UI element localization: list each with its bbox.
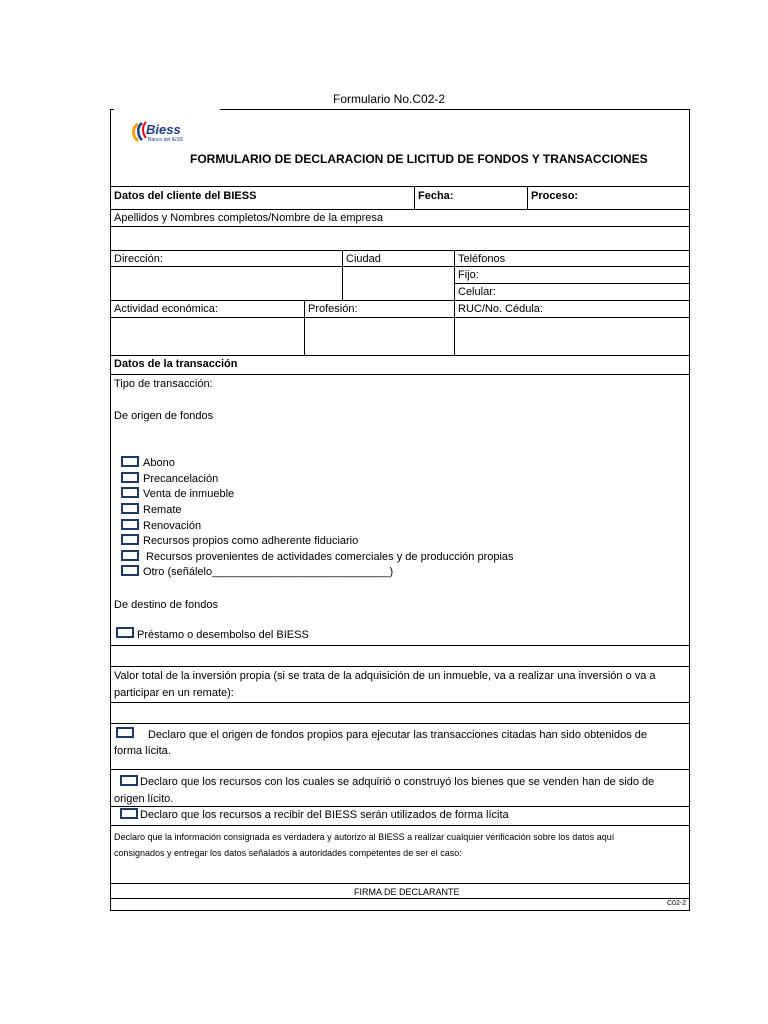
checkbox-renovacion[interactable] [121, 519, 139, 530]
fecha-label: Fecha: [418, 190, 454, 202]
logo-subtext: Banco del IESS [148, 137, 184, 143]
investment-line1: Valor total de la inversión propia (si se trata de la adquisición de un inmueble, va a realizar una inversión o va a [114, 670, 656, 682]
client-section-label: Datos del cliente del BIESS [114, 190, 257, 202]
option-otro: Otro (señálelo_____________________________) [143, 566, 394, 578]
destino-label: De destino de fondos [114, 599, 218, 611]
investment-field[interactable] [111, 703, 688, 723]
checkbox-declaracion-1[interactable] [116, 727, 134, 738]
logo-text: Biess [146, 122, 181, 137]
checkbox-otro[interactable] [121, 565, 139, 576]
ruc-field[interactable] [455, 318, 688, 354]
proceso-label: Proceso: [531, 190, 579, 202]
option-abono: Abono [143, 457, 175, 469]
checkbox-abono[interactable] [121, 456, 139, 467]
origen-label: De origen de fondos [114, 410, 214, 422]
option-remate: Remate [143, 504, 182, 516]
ruc-label: RUC/No. Cédula: [458, 303, 543, 315]
form-number: Formulario No.C02-2 [333, 92, 446, 106]
ciudad-field[interactable] [343, 267, 453, 299]
names-field[interactable] [111, 227, 688, 249]
checkbox-declaracion-2[interactable] [120, 775, 138, 786]
declaracion-2-line2: origen lícito. [114, 793, 174, 805]
investment-line2: participar en un remate): [114, 687, 234, 699]
profesion-field[interactable] [305, 318, 453, 354]
profesion-label: Profesión: [308, 303, 358, 315]
names-label: Apellidos y Nombres completos/Nombre de la empresa [114, 212, 384, 224]
checkbox-declaracion-3[interactable] [120, 808, 138, 819]
tipo-label: Tipo de transacción: [114, 378, 213, 390]
actividad-label: Actividad económica: [114, 303, 218, 315]
authorization-line1: Declaro que la información consignada es verdadera y autorizo al BIESS a realizar cualquier verificación sobre los datos aquí [114, 832, 615, 842]
checkbox-recursos-fiduciario[interactable] [121, 534, 139, 545]
checkbox-recursos-comerciales[interactable] [121, 550, 139, 561]
declaracion-1-line1: Declaro que el origen de fondos propios para ejecutar las transacciones citadas han sido obtenidos de [148, 729, 647, 741]
checkbox-prestamo[interactable] [116, 627, 134, 638]
option-prestamo: Préstamo o desembolso del BIESS [137, 629, 309, 641]
option-venta-inmueble: Venta de inmueble [143, 488, 235, 500]
option-recursos-fiduciario: Recursos propios como adherente fiduciario [143, 535, 359, 547]
authorization-line2: consignados y entregar los datos señalados a autoridades competentes de ser el caso: [114, 848, 462, 858]
declaracion-1-line2: forma lícita. [114, 745, 171, 757]
ciudad-label: Ciudad [346, 253, 381, 265]
biess-logo [128, 116, 208, 148]
signature-label: FIRMA DE DECLARANTE [354, 887, 460, 897]
checkbox-venta-inmueble[interactable] [121, 487, 139, 498]
transaction-section-label: Datos de la transacción [114, 358, 238, 370]
option-renovacion: Renovación [143, 520, 202, 532]
form-title: FORMULARIO DE DECLARACION DE LICITUD DE FONDOS Y TRANSACCIONES [190, 152, 648, 166]
celular-label: Celular: [458, 286, 496, 298]
signature-field[interactable] [111, 862, 688, 882]
direccion-label: Dirección: [114, 253, 163, 265]
option-recursos-comerciales: Recursos provenientes de actividades comerciales y de producción propias [143, 551, 514, 563]
telefonos-label: Teléfonos [458, 253, 506, 265]
direccion-field[interactable] [111, 267, 341, 299]
checkbox-precancelacion[interactable] [121, 472, 139, 483]
fijo-label: Fijo: [458, 269, 479, 281]
actividad-field[interactable] [111, 318, 303, 354]
option-precancelacion: Precancelación [143, 473, 219, 485]
blank-field[interactable] [111, 646, 688, 666]
form-code: C02-2 [667, 900, 687, 907]
declaracion-2-line1: Declaro que los recursos con los cuales se adquirió o construyó los bienes que se venden han de sido de [140, 776, 655, 788]
declaracion-3: Declaro que los recursos a recibir del BIESS serán utilizados de forma lícita [140, 809, 509, 821]
checkbox-remate[interactable] [121, 503, 139, 514]
